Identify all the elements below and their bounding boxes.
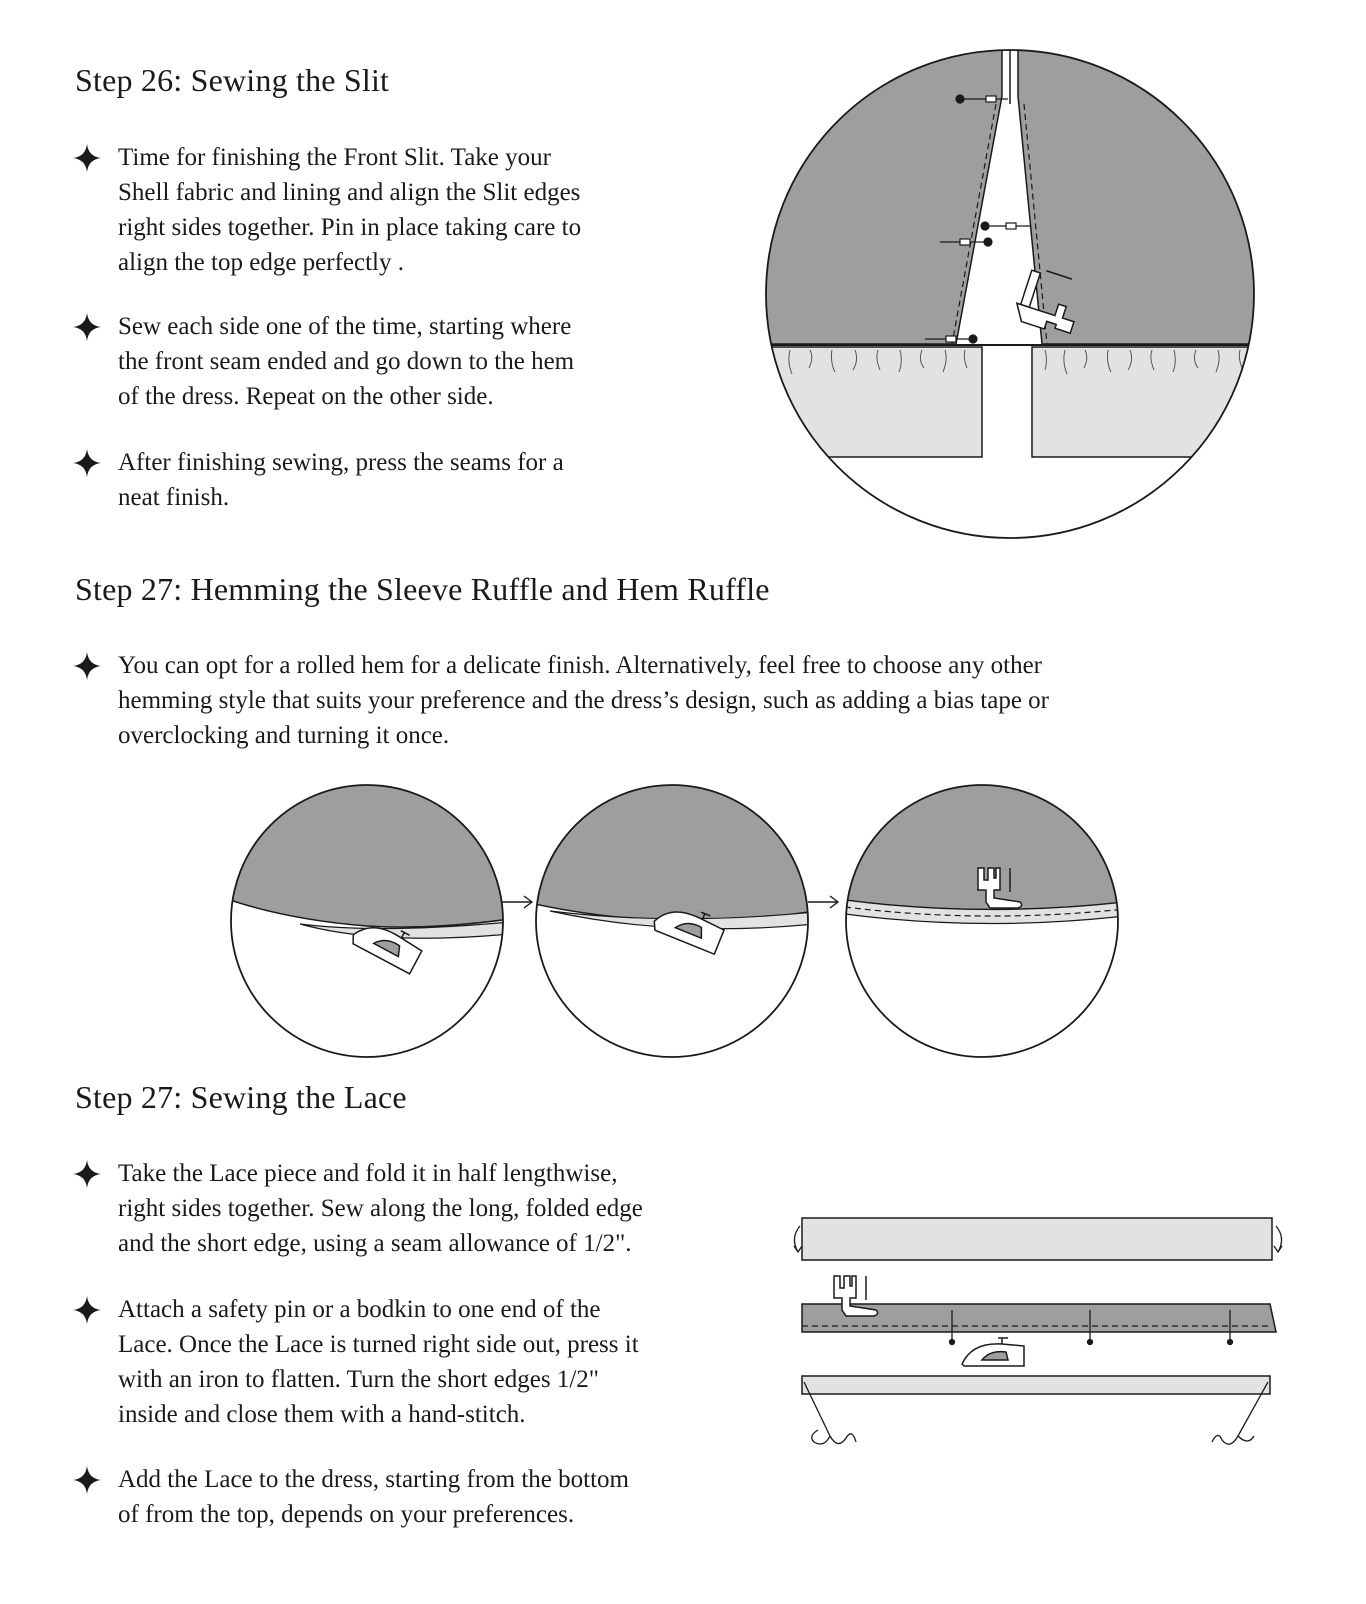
step-27-lace-bullet-1 [72, 1156, 643, 1261]
step-26-title: Step 26: Sewing the Slit [75, 62, 390, 98]
step-26-bullet-3 [72, 445, 564, 515]
lace-sewing-illustration [790, 1210, 1310, 1460]
step-26-bullet-2-text: Sew each side one of the time, starting where the front seam ended and go down to the hem of the dress. Repeat on the other side. [118, 313, 575, 410]
step-27-hem-bullet-1 [72, 648, 1049, 753]
step-27-hem-title: Step 27: Hemming the Sleeve Ruffle and Hem Ruffle [75, 571, 770, 607]
step-26-bullet-1-text: Time for finishing the Front Slit. Take your Shell fabric and lining and align the Slit edges right sides together. Pin in place taking care to align the top edge perfectly . [118, 144, 582, 276]
star-bullet-icon [72, 312, 102, 342]
arrow-right-icon [502, 896, 532, 908]
star-bullet-icon [72, 1465, 102, 1495]
hem-step-2 [535, 784, 815, 1064]
star-bullet-icon [72, 448, 102, 478]
lace-strip-pressed [802, 1376, 1270, 1394]
arrow-right-icon [808, 896, 838, 908]
hem-step-1 [230, 784, 510, 1064]
fold-arrow-icon [794, 1226, 802, 1252]
fold-arrow-icon [1274, 1226, 1282, 1252]
step-27-lace-bullet-1-text: Take the Lace piece and fold it in half lengthwise, right sides together. Sew along the long, folded edge and the short edge, using a seam allowance of 1/2". [118, 1160, 643, 1257]
step-26-bullet-3-text: After finishing sewing, press the seams for a neat finish. [118, 449, 564, 511]
star-bullet-icon [72, 1295, 102, 1325]
iron-icon [962, 1338, 1024, 1366]
star-bullet-icon [72, 1159, 102, 1189]
star-bullet-icon [72, 651, 102, 681]
step-27-lace-bullet-2-text: Attach a safety pin or a bodkin to one end of the Lace. Once the Lace is turned right side out, press it with an iron to flatten. Turn the short edges 1/2" inside and close them with a hand-stitch. [118, 1296, 639, 1428]
step-27-lace-title: Step 27: Sewing the Lace [75, 1079, 407, 1115]
lace-strip-folded [802, 1218, 1272, 1260]
slit-sewing-illustration [760, 44, 1260, 544]
step-27-lace-bullet-2 [72, 1292, 639, 1432]
rolled-hem-illustration [230, 784, 1150, 1064]
step-27-lace-bullet-3-text: Add the Lace to the dress, starting from the bottom of from the top, depends on your preferences. [118, 1466, 629, 1528]
hem-step-3 [845, 784, 1125, 1064]
step-26-bullet-2 [72, 309, 574, 414]
step-27-lace-bullet-3 [72, 1462, 629, 1532]
lace-strip-sewn [802, 1304, 1276, 1332]
step-27-hem-bullet-1-text: You can opt for a rolled hem for a delicate finish. Alternatively, feel free to choose any other hemming style that suits your preference and the dress’s design, such as adding a bias tape or overclocking and turning it once. [118, 652, 1050, 749]
step-26-bullet-1 [72, 140, 581, 280]
star-bullet-icon [72, 143, 102, 173]
